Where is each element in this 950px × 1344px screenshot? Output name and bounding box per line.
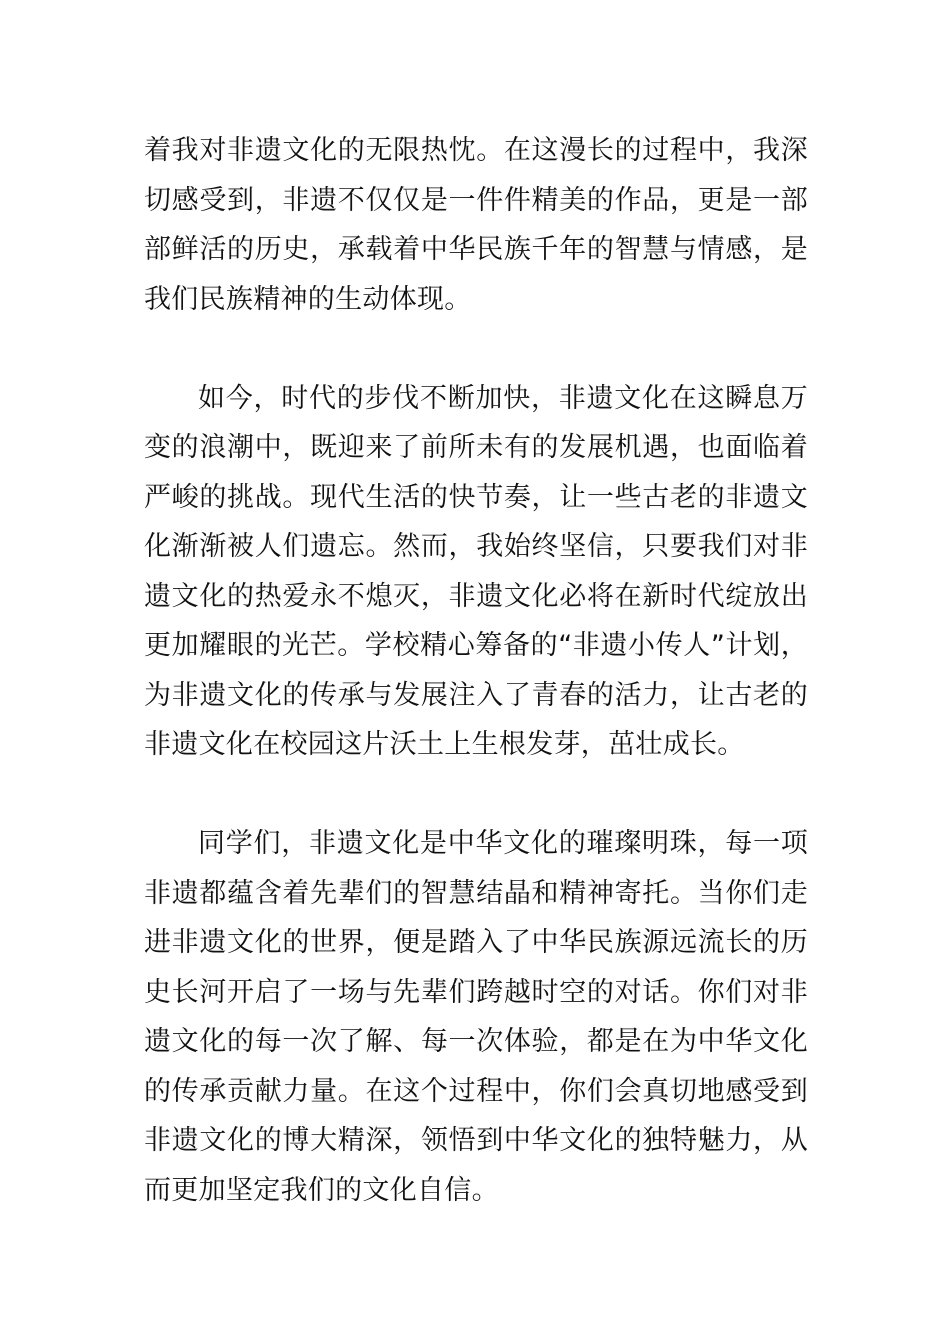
paragraph-1: 着我对非遗文化的无限热忱。在这漫长的过程中，我深切感受到，非遗不仅仅是一件件精美的作品，更是一部部鲜活的历史，承载着中华民族千年的智慧与情感，是我们民族精神的生动体现。 [144, 135, 808, 315]
paragraph-3: 同学们，非遗文化是中华文化的璀璨明珠，每一项非遗都蕴含着先辈们的智慧结晶和精神寄托。当你们走进非遗文化的世界，便是踏入了中华民族源远流长的历史长河开启了一场与先辈们跨越时空的对话。你们对非遗文化的每一次了解、每一次体验，都是在为中华文化的传承贡献力量。在这个过程中，你们会真切地感受到非遗文化的博大精深，领悟到中华文化的独特魅力，从而更加坚定我们的文化自信。 [144, 828, 808, 1206]
paragraph-2: 如今，时代的步伐不断加快，非遗文化在这瞬息万变的浪潮中，既迎来了前所未有的发展机遇，也面临着严峻的挑战。现代生活的快节奏，让一些古老的非遗文化渐渐被人们遗忘。然而，我始终坚信，只要我们对非遗文化的热爱永不熄灭，非遗文化必将在新时代绽放出更加耀眼的光芒。学校精心筹备的“非遗小传人”计划，为非遗文化的传承与发展注入了青春的活力，让古老的非遗文化在校园这片沃土上生根发芽，茁壮成长。 [144, 382, 808, 760]
document-body [144, 126, 808, 1215]
paragraph-spacer [144, 324, 808, 374]
paragraph-spacer [144, 770, 808, 820]
